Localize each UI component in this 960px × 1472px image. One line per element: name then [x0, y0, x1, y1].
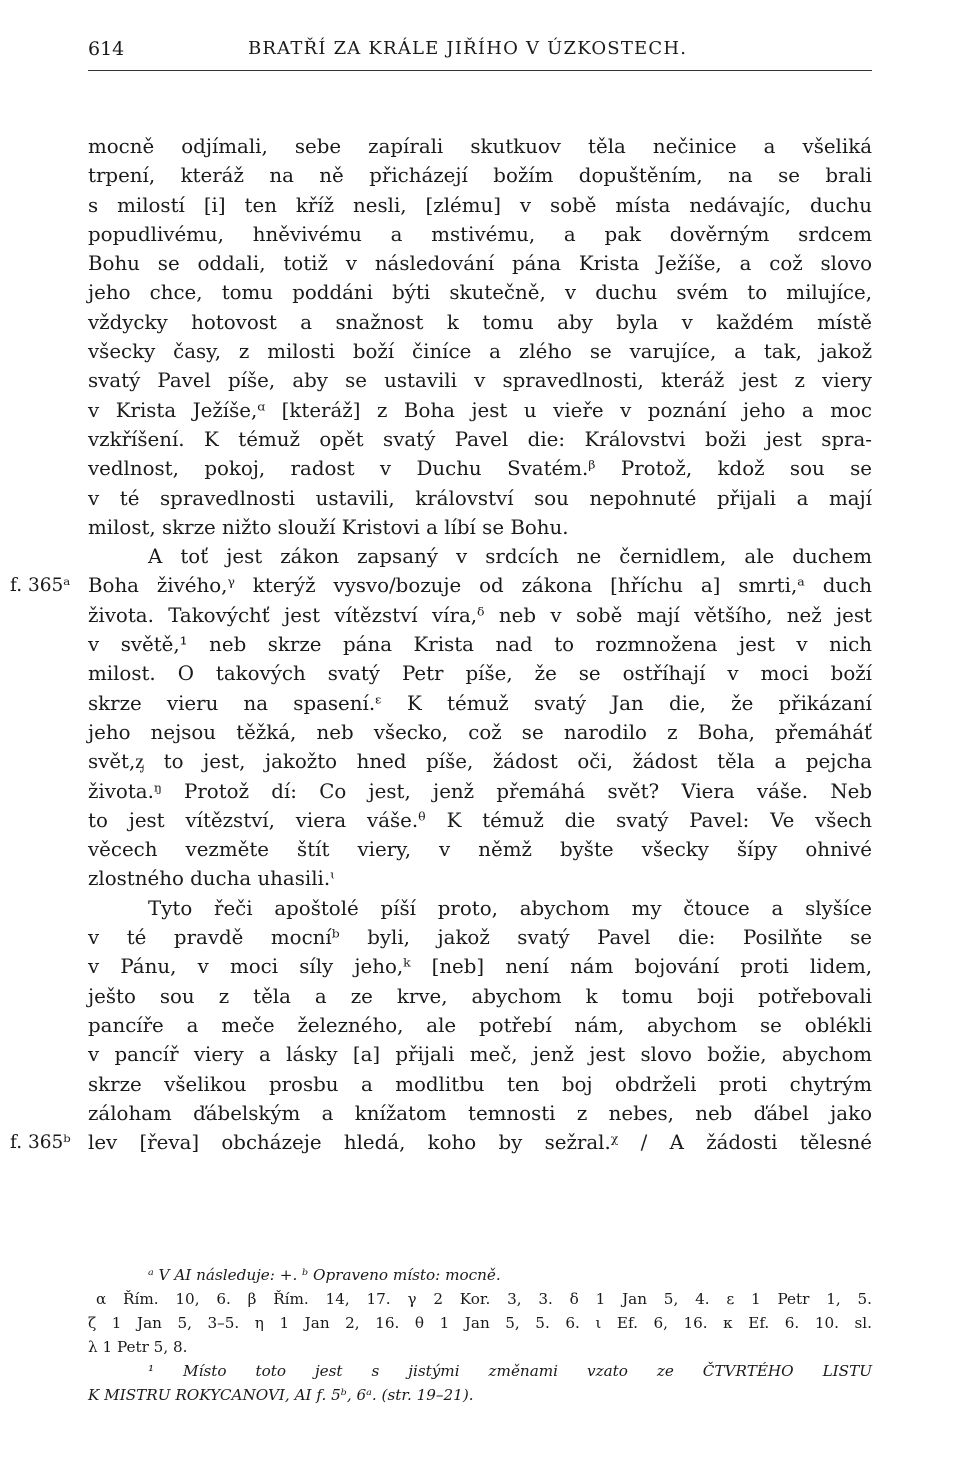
- text-line: v světě,¹ neb skrze pána Krista nad to rozmnožena jest v nich: [88, 633, 872, 657]
- text-line: života.ᵑ Protož dí: Co jest, jenž přemáhá svět? Viera váše. Neb: [88, 779, 872, 803]
- text-line-with-margin: [10, 571, 872, 600]
- text-line: to jest vítězství, viera váše.ᶿ K témuž die svatý Pavel: Ve všech: [88, 808, 872, 832]
- reference-note: α Řím. 10, 6. β Řím. 14, 17. γ 2 Kor. 3, 3. δ 1 Jan 5, 4. ε 1 Petr 1, 5.: [96, 1290, 872, 1308]
- folio-marker: f. 365ᵃ: [10, 575, 71, 597]
- text-line: v té spravedlnosti ustavili, království sou nepohnuté přijali a mají: [88, 486, 872, 510]
- page-header: [88, 38, 872, 72]
- text-line: svatý Pavel píše, aby se ustavili v spravedlnosti, kteráž jest z viery: [88, 369, 872, 393]
- text-line: ješto sou z těla a ze krve, abychom k tomu boji potřebovali: [88, 984, 872, 1008]
- folio-marker: f. 365ᵇ: [10, 1132, 71, 1154]
- text-line: milost. O takových svatý Petr píše, že se ostříhají v moci boží: [88, 662, 872, 686]
- text-line: milost, skrze nižto slouží Kristovi a líbí se Bohu.: [88, 515, 569, 539]
- text-line: v Krista Ježíše,ᵅ [kteráž] z Boha jest u vieře v poznání jeho a moc: [88, 398, 872, 422]
- text-line-content: Boha živého,ᵞ kterýž vysvo/bozuje od zákona [hříchu a] smrti,ᵃ duch: [88, 574, 872, 598]
- page-number: 614: [88, 38, 125, 60]
- source-note: ¹ Místo toto jest s jistými změnami vzato ze ČTVRTÉHO LISTU: [148, 1362, 872, 1380]
- text-line: pancíře a meče železného, ale potřebí nám, abychom se oblékli: [88, 1013, 872, 1037]
- text-line: jeho nejsou těžká, neb všecko, což se narodilo z Boha, přemáháť: [88, 720, 872, 744]
- text-line: trpení, kteráž na ně přicházejí božím dopuštěním, na se brali: [88, 164, 872, 188]
- text-line: zlostného ducha uhasili.ᶥ: [88, 867, 335, 891]
- text-line: A toť jest zákon zapsaný v srdcích ne černidlem, ale duchem: [148, 545, 872, 569]
- reference-note: ζ 1 Jan 5, 3–5. η 1 Jan 2, 16. θ 1 Jan 5, 5. 6. ι Ef. 6, 16. κ Ef. 6. 10. sl.: [88, 1314, 872, 1332]
- text-line: mocně odjímali, sebe zapírali skutkuov těla nečinice a všeliká: [88, 135, 872, 158]
- text-line: skrze všelikou prosbu a modlitbu ten boj obdrželi proti chytrým: [88, 1072, 872, 1096]
- text-line: vedlnost, pokoj, radost v Duchu Svatém.ᵝ Protož, kdož sou se: [88, 457, 872, 481]
- running-head: BRATŘÍ ZA KRÁLE JIŘÍHO V ÚZKOSTECH.: [248, 38, 688, 59]
- text-line: v té pravdě mocníᵇ byli, jakož svatý Pavel die: Posilňte se: [88, 926, 872, 950]
- text-line: popudlivému, hněvivému a mstivému, a pak dověrným srdcem: [88, 222, 872, 246]
- text-line: Tyto řeči apoštolé píší proto, abychom my čtouce a slyšíce: [148, 896, 872, 920]
- text-line: skrze vieru na spasení.ᵋ K témuž svatý Jan die, že přikázaní: [88, 691, 872, 715]
- text-line: všecky časy, z milosti boží činíce a zlého se varujíce, a tak, jakož: [88, 340, 872, 364]
- text-line: v pancíř viery a lásky [a] přijali meč, jenž jest slovo božie, abychom: [88, 1043, 872, 1067]
- source-note: K MISTRU ROKYCANOVI, AI f. 5ᵇ, 6ᵃ. (str. 19–21).: [88, 1386, 474, 1404]
- text-line-content: lev [řeva] obcházeje hledá, koho by sežral.ᵡ / A žádosti tělesné: [88, 1131, 872, 1155]
- footnotes: [88, 1263, 872, 1407]
- apparatus-note: ᵃ V AI následuje: +. ᵇ Opraveno místo: mocně.: [148, 1266, 501, 1284]
- header-rule: [88, 70, 872, 71]
- text-line: věcech vezměte štít viery, v němž byšte všecky šípy ohnivé: [88, 838, 872, 862]
- text-line: svět,ᶎ to jest, jakožto hned píše, žádost oči, žádost těla a pejcha: [88, 750, 872, 774]
- text-line: vzkříšení. K témuž opět svatý Pavel die: Královstvi boži jest spra-: [88, 427, 872, 451]
- text-line: v Pánu, v moci síly jeho,ᵏ [neb] není nám bojování proti lidem,: [88, 955, 872, 979]
- text-line: záloham ďábelským a knížatom temnosti z nebes, neb ďábel jako: [88, 1101, 872, 1125]
- main-text: [10, 132, 872, 1157]
- text-line: života. Takovýchť jest vítězství víra,ᵟ neb v sobě mají většího, než jest: [88, 603, 872, 627]
- reference-note: λ 1 Petr 5, 8.: [88, 1338, 188, 1356]
- text-line: vždycky hotovost a snažnost k tomu aby byla v každém místě: [88, 310, 872, 334]
- text-line-with-margin: [10, 1128, 872, 1157]
- text-line: s milostí [i] ten kříž nesli, [zlému] v sobě místa nedávajíc, duchu: [88, 193, 872, 217]
- text-line: jeho chce, tomu poddáni býti skutečně, v duchu svém to milujíce,: [88, 281, 872, 305]
- text-line: Bohu se oddali, totiž v následování pána Krista Ježíše, a což slovo: [88, 252, 872, 276]
